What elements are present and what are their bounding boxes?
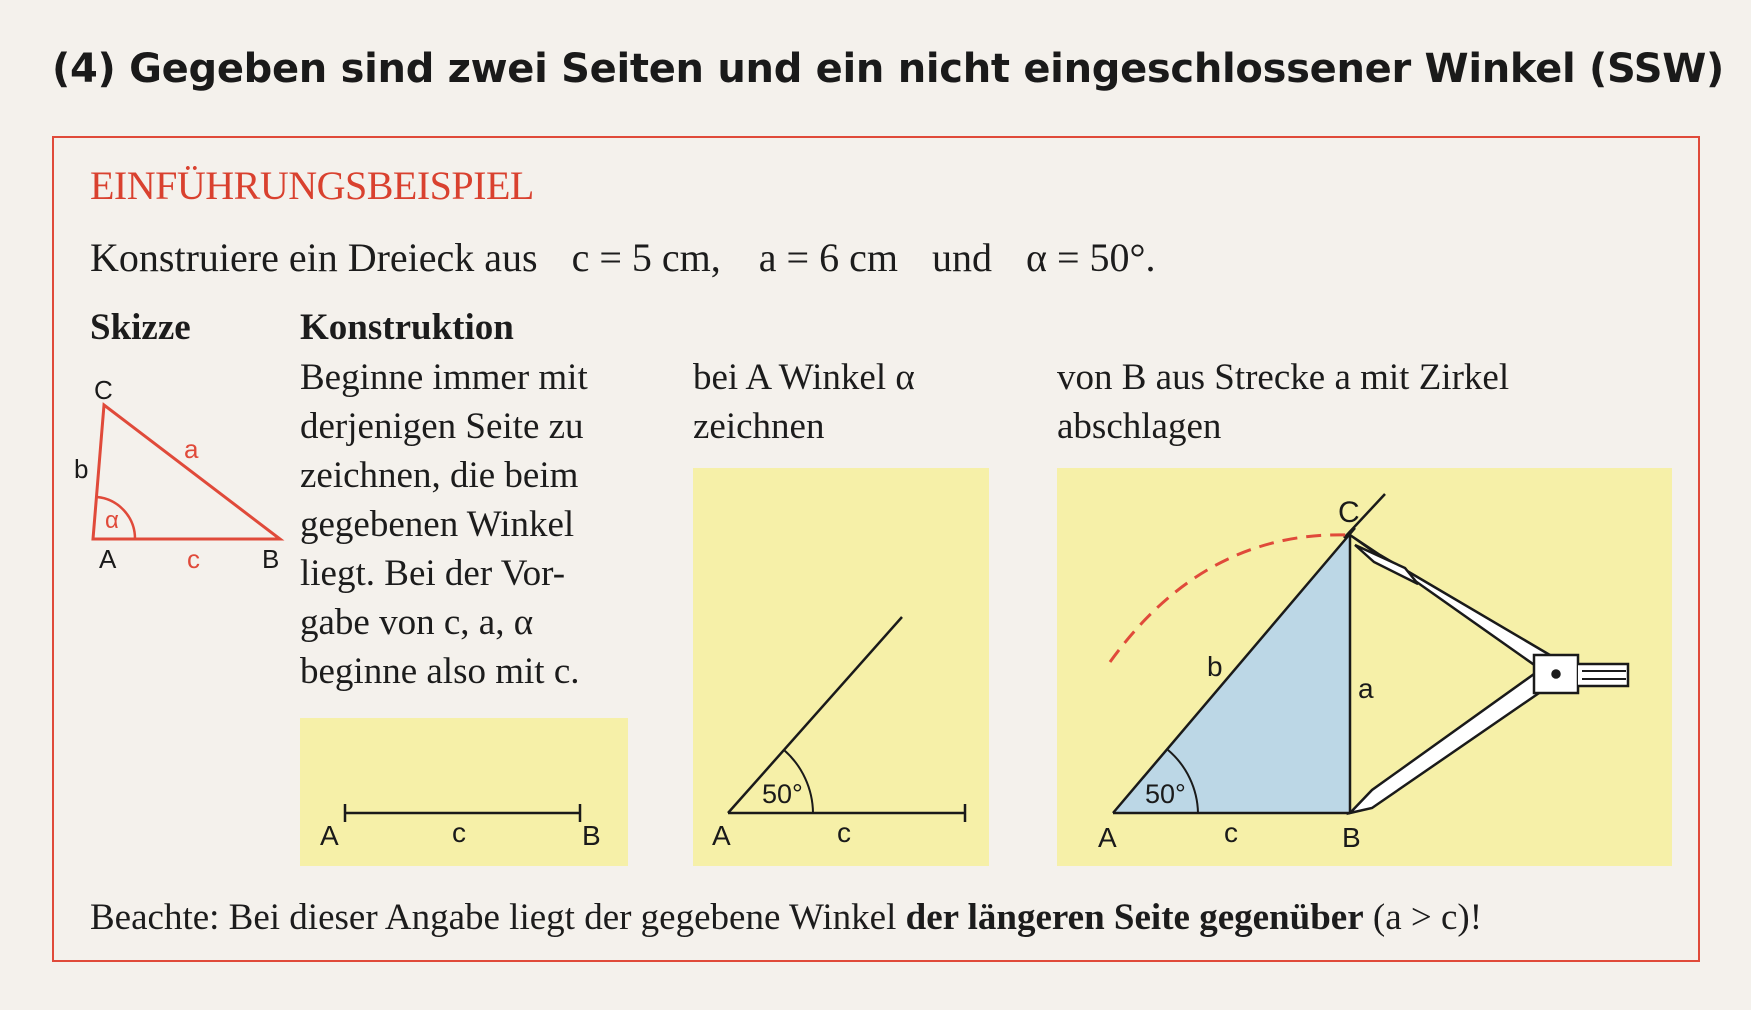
panel1-label-c: c: [452, 817, 466, 848]
sketch-label-C: C: [94, 375, 113, 405]
step3-line: abschlagen: [1057, 406, 1222, 447]
panel3-label-c: c: [1224, 817, 1238, 848]
konstruktion-line: Beginne immer mit: [300, 357, 588, 398]
task-statement: [90, 234, 1156, 281]
note-end: (a > c)!: [1363, 897, 1483, 938]
panel3-label-a: a: [1358, 673, 1374, 704]
panel2-angle-label: 50°: [762, 779, 803, 809]
task-side-c: c = 5 cm,: [571, 235, 721, 280]
task-prefix: Konstruiere ein Dreieck aus: [90, 235, 538, 280]
sketch-label-B: B: [262, 544, 280, 574]
konstruktion-line: liegt. Bei der Vor-: [300, 553, 566, 594]
step2-line: zeichnen: [693, 406, 825, 447]
panel3-label-C: C: [1338, 496, 1360, 529]
note: [90, 896, 1482, 939]
step2-text: [693, 353, 915, 451]
note-normal: Beachte: Bei dieser Angabe liegt der gegebene Winkel: [90, 897, 906, 938]
example-title: EINFÜHRUNGSBEISPIEL: [90, 163, 534, 208]
konstruktion-line: derjenigen Seite zu: [300, 406, 584, 447]
task-angle: α = 50°.: [1025, 235, 1156, 280]
sketch-label-alpha: α: [105, 507, 119, 534]
panel3-label-b: b: [1207, 651, 1223, 682]
panel3-label-A: A: [1098, 822, 1117, 853]
panel1-label-B: B: [582, 820, 601, 851]
panel3-angle-label: 50°: [1145, 779, 1186, 809]
panel-step2: [693, 468, 989, 866]
sketch-label-A: A: [99, 544, 117, 574]
task-und: und: [931, 235, 992, 280]
section-heading: (4) Gegeben sind zwei Seiten und ein nicht eingeschlossener Winkel (SSW): [52, 46, 1725, 92]
step3-line: von B aus Strecke a mit Zirkel: [1057, 357, 1510, 398]
konstruktion-line: beginne also mit c.: [300, 651, 580, 692]
konstruktion-text: [300, 353, 588, 696]
sketch-label-a: a: [184, 434, 199, 464]
panel2-label-A: A: [712, 820, 731, 851]
konstruktion-line: gegebenen Winkel: [300, 504, 575, 545]
step3-text: [1057, 353, 1509, 451]
konstruktion-line: zeichnen, die beim: [300, 455, 579, 496]
panel2-label-c: c: [837, 817, 851, 848]
skizze-heading: Skizze: [90, 307, 191, 348]
sketch-label-c: c: [187, 544, 200, 574]
task-side-a: a = 6 cm: [758, 235, 898, 280]
panel1-label-A: A: [320, 820, 339, 851]
panel3-label-B: B: [1342, 822, 1361, 853]
note-bold: der längeren Seite gegenüber: [905, 897, 1364, 938]
sketch-label-b: b: [74, 454, 89, 484]
konstruktion-line: gabe von c, a, α: [300, 602, 534, 643]
konstruktion-heading: Konstruktion: [300, 307, 514, 348]
step2-line: bei A Winkel α: [693, 357, 915, 398]
